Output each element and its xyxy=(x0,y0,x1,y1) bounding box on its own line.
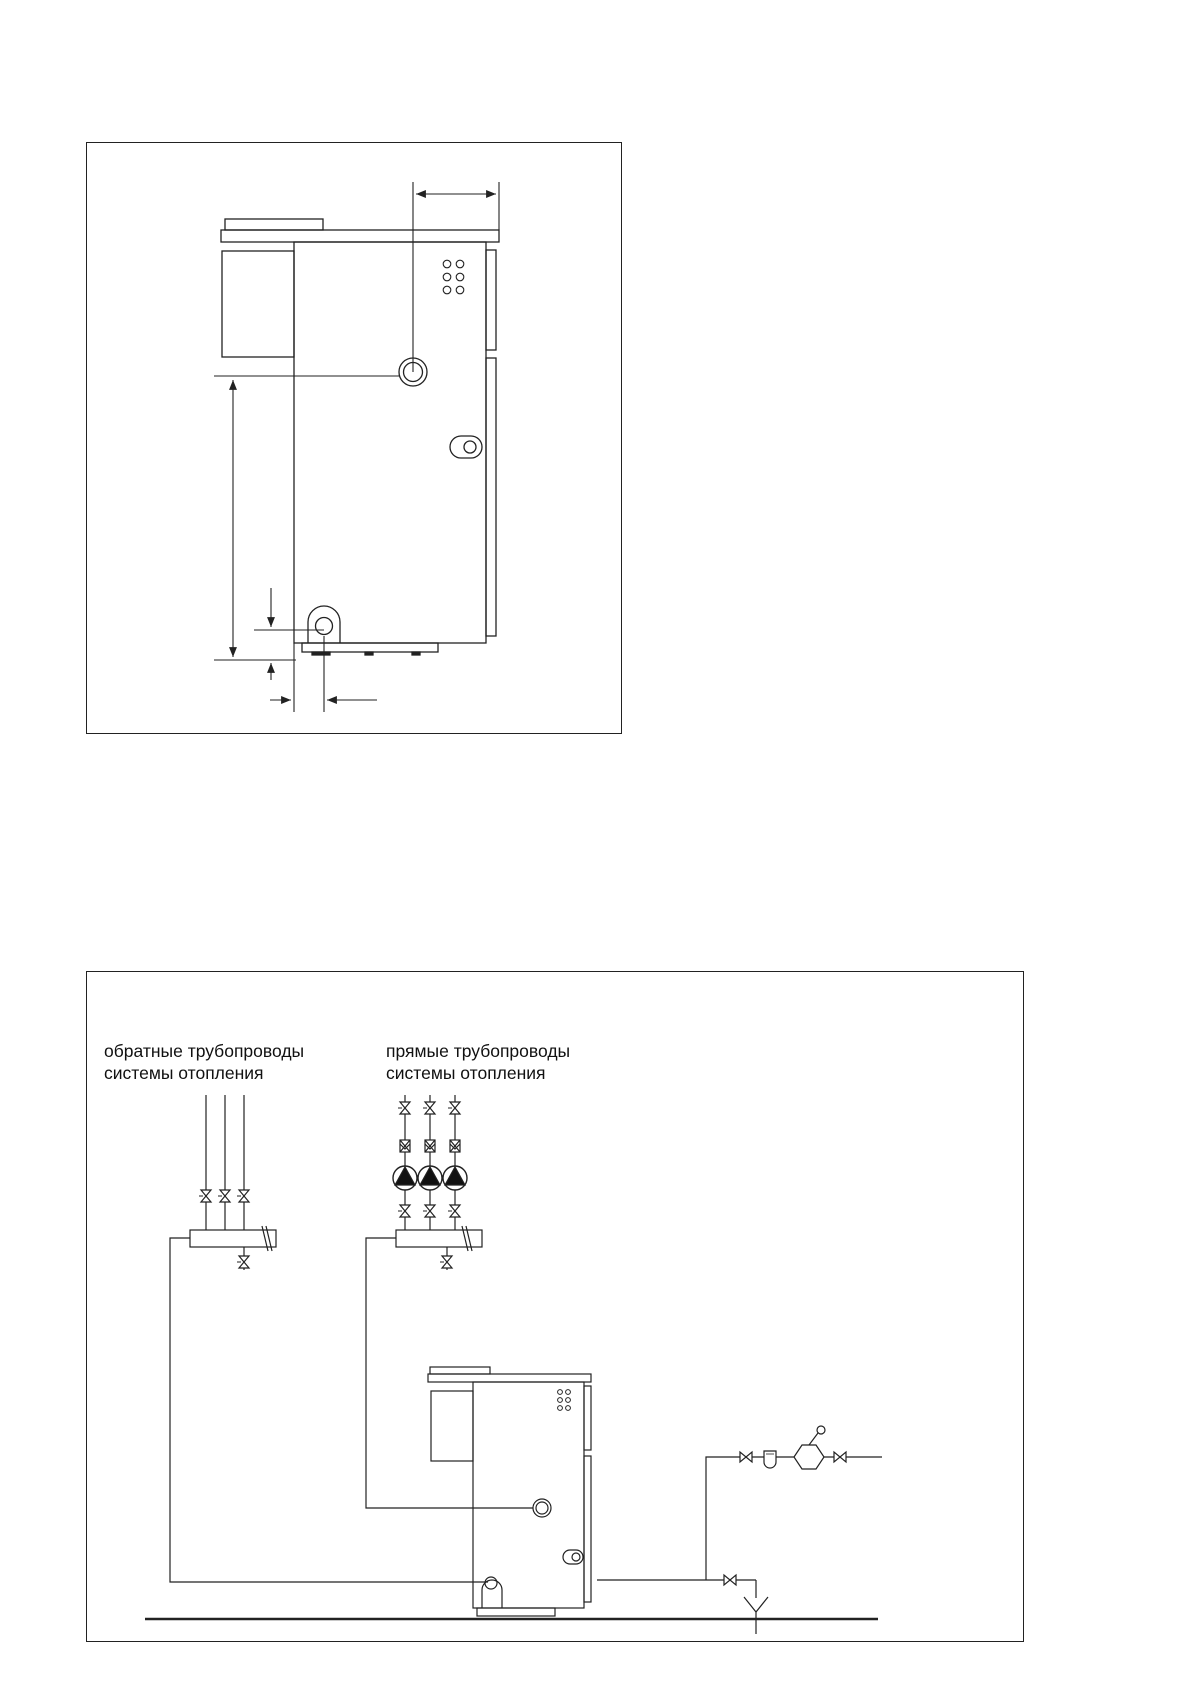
flow-manifold-drain-valve-icon xyxy=(440,1256,452,1268)
safety-valve-icon-left xyxy=(740,1452,752,1462)
pressure-reducer-icon xyxy=(794,1426,825,1469)
return-lines-label-line2: системы отопления xyxy=(104,1063,264,1083)
return-valve-icon-3 xyxy=(237,1190,249,1202)
flow-valve-icon-bottom-3 xyxy=(448,1205,460,1217)
side-panel-upper xyxy=(486,250,496,350)
drain-valve-icon xyxy=(724,1575,736,1585)
return-valve-icon-1 xyxy=(199,1190,211,1202)
return-lines-label-line1: обратные трубопроводы xyxy=(104,1041,305,1061)
dimension-lines xyxy=(214,182,499,712)
return-valve-icon-2 xyxy=(218,1190,230,1202)
return-manifold-drain-valve-icon xyxy=(237,1256,249,1268)
drain-funnel-icon xyxy=(744,1597,768,1612)
boiler-side-view xyxy=(221,219,499,655)
flow-valve-icon-bottom-2 xyxy=(423,1205,435,1217)
flow-valve-icon-top-1 xyxy=(398,1102,410,1114)
flow-valve-icon-bottom-1 xyxy=(398,1205,410,1217)
flow-manifold xyxy=(366,1095,533,1508)
boiler-return-connection xyxy=(485,1577,497,1589)
control-indicator-dots xyxy=(443,260,464,294)
outlet-valve-icon xyxy=(834,1452,846,1462)
boiler-top-cap xyxy=(225,219,323,230)
sight-glass xyxy=(450,436,482,458)
non-return-valve-icon-2 xyxy=(425,1140,435,1152)
boiler-top-cover xyxy=(221,230,499,242)
return-connection xyxy=(316,618,333,635)
non-return-valve-icon-1 xyxy=(400,1140,410,1152)
flow-valve-icon-top-2 xyxy=(423,1102,435,1114)
pump-icon-1 xyxy=(393,1166,417,1190)
pump-icon-3 xyxy=(443,1166,467,1190)
side-panel-lower xyxy=(486,358,496,636)
burner-box xyxy=(222,251,294,357)
flow-lines-label-line2: системы отопления xyxy=(386,1063,546,1083)
boiler-small xyxy=(428,1367,591,1616)
flow-valve-icon-top-3 xyxy=(448,1102,460,1114)
safety-group xyxy=(597,1426,882,1634)
non-return-valve-icon-3 xyxy=(450,1140,460,1152)
boiler-body xyxy=(294,242,486,643)
flow-lines-label-line1: прямые трубопроводы xyxy=(386,1041,571,1061)
return-manifold xyxy=(170,1095,488,1582)
pump-icon-2 xyxy=(418,1166,442,1190)
base-plate xyxy=(302,643,438,652)
installation-scheme xyxy=(145,1095,882,1634)
filter-icon xyxy=(764,1451,776,1468)
